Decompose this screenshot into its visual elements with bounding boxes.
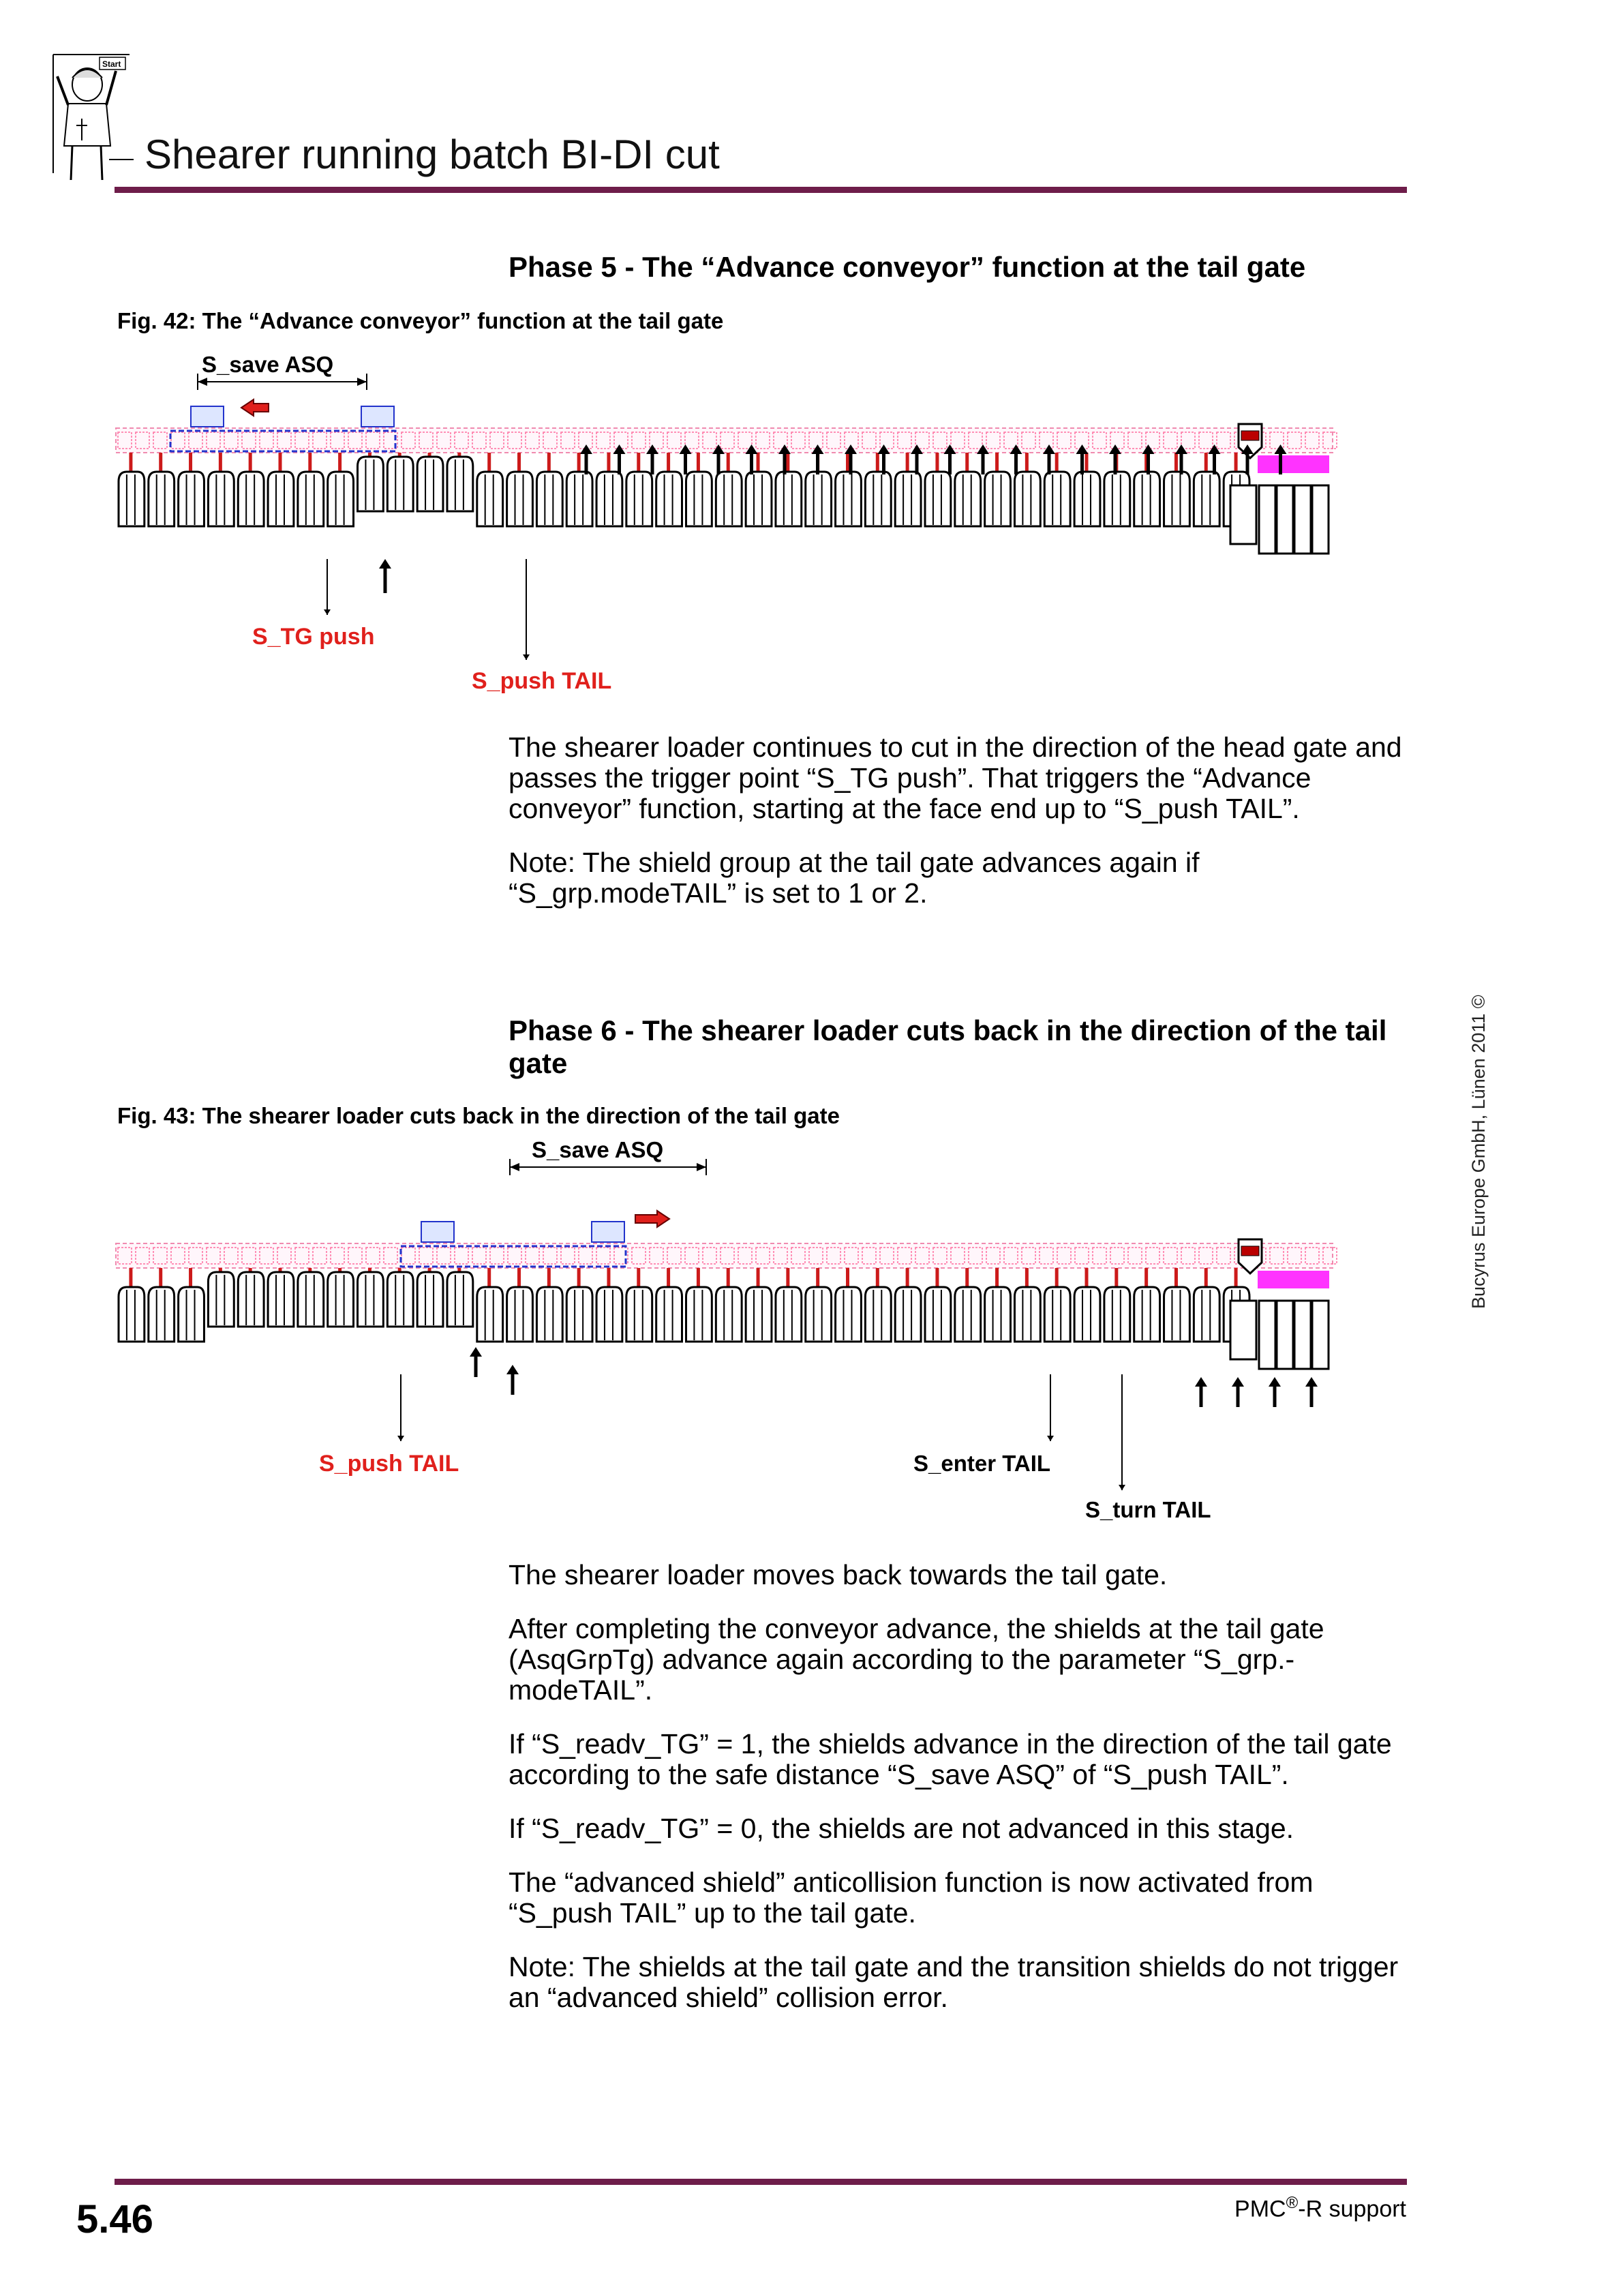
- svg-text:Start: Start: [102, 59, 121, 69]
- phase6-paragraph: After completing the conveyor advance, the shields at the tail gate (AsqGrpTg) advance again according to the parameter “S_grp.-modeTAIL”.: [509, 1613, 1324, 1706]
- page-title: Shearer running batch BI-DI cut: [145, 132, 720, 177]
- shield-unit: [1014, 472, 1040, 526]
- shield-unit: [955, 1287, 981, 1342]
- shield-unit: [179, 472, 204, 526]
- fig42-label-tg-push: S_TG push: [252, 624, 375, 650]
- shield-unit: [119, 472, 145, 526]
- direction-right-icon: [635, 1211, 669, 1227]
- shield-unit: [806, 472, 832, 526]
- phase6-paragraph: The shearer loader moves back towards the tail gate.: [509, 1559, 1168, 1590]
- shield-unit: [626, 472, 652, 526]
- footer-product: [1234, 2194, 1406, 2222]
- shield-unit: [656, 1287, 682, 1342]
- shield-unit: [1074, 472, 1100, 526]
- shield-unit: [387, 1272, 413, 1327]
- shearer-drum: [592, 1222, 624, 1242]
- tailgate-shield: [1277, 1301, 1293, 1369]
- shield-unit: [1074, 1287, 1100, 1342]
- shield-unit: [1194, 1287, 1219, 1342]
- shield-unit: [298, 472, 324, 526]
- fig43-label-turn-tail: S_turn TAIL: [1085, 1497, 1211, 1522]
- shield-unit: [1194, 472, 1219, 526]
- shield-unit: [596, 1287, 622, 1342]
- shield-unit: [865, 472, 891, 526]
- shield-unit: [1134, 1287, 1160, 1342]
- phase6-heading: Phase 6 - The shearer loader cuts back in the direction of the tail gate: [509, 1014, 1387, 1079]
- shield-unit: [536, 1287, 562, 1342]
- marker-arrowhead: [1047, 1436, 1054, 1441]
- advance-arrowhead: [379, 559, 391, 569]
- shield-unit: [328, 1272, 354, 1327]
- phase5-heading: Phase 5 - The “Advance conveyor” function at the tail gate: [509, 251, 1306, 283]
- phase6-paragraph: Note: The shields at the tail gate and the transition shields do not trigger an “advanced shield” collision error.: [509, 1951, 1399, 2013]
- transition-shield: [1230, 1301, 1256, 1359]
- phase6-paragraph: The “advanced shield” anticollision function is now activated from “S_push TAIL” up to the tail gate.: [509, 1867, 1314, 1929]
- shield-unit: [716, 1287, 742, 1342]
- phase5-paragraph: Note: The shield group at the tail gate advances again if “S_grp.modeTAIL” is set to 1 or 2.: [509, 847, 1200, 909]
- shield-unit: [298, 1272, 324, 1327]
- advance-arrowhead: [470, 1347, 482, 1357]
- shield-unit: [746, 472, 772, 526]
- fig43-diagram: [109, 1129, 1363, 1535]
- shield-unit: [716, 472, 742, 526]
- marker-arrowhead: [324, 609, 331, 615]
- footer-divider: [115, 2179, 1407, 2185]
- shield-unit: [238, 1272, 264, 1327]
- shield-unit: [626, 1287, 652, 1342]
- transition-shield: [1230, 485, 1256, 544]
- shield-unit: [596, 472, 622, 526]
- shield-unit: [776, 472, 802, 526]
- shield-unit: [536, 472, 562, 526]
- shield-unit: [1044, 472, 1070, 526]
- copyright-text: Bucyrus Europe GmbH, Lünen 2011: [1468, 1013, 1489, 1309]
- shield-unit: [268, 1272, 294, 1327]
- fig42-label-save-asq: S_save ASQ: [202, 352, 334, 377]
- page-number: 5.46: [76, 2197, 153, 2241]
- advance-arrowhead: [1305, 1377, 1318, 1387]
- shield-unit: [985, 472, 1011, 526]
- shield-unit: [985, 1287, 1011, 1342]
- shield-unit: [865, 1287, 891, 1342]
- shield-unit: [836, 1287, 862, 1342]
- shield-unit: [358, 1272, 384, 1327]
- shield-unit: [507, 1287, 533, 1342]
- shield-unit: [566, 1287, 592, 1342]
- footer-product-suffix: -R support: [1298, 2196, 1406, 2222]
- drive-head-detail: [1241, 1246, 1259, 1256]
- shield-unit: [836, 472, 862, 526]
- shield-unit: [925, 472, 951, 526]
- shield-unit: [358, 457, 384, 511]
- shield-unit: [746, 1287, 772, 1342]
- shield-unit: [238, 472, 264, 526]
- shield-unit: [686, 472, 712, 526]
- phase5-body: [509, 732, 1408, 932]
- shield-unit: [208, 1272, 234, 1327]
- shield-unit: [1164, 1287, 1190, 1342]
- shield-unit: [656, 472, 682, 526]
- shield-unit: [208, 472, 234, 526]
- drive-head-detail: [1241, 431, 1259, 440]
- shield-unit: [417, 457, 443, 511]
- shield-unit: [149, 472, 175, 526]
- shearer-drum: [361, 406, 394, 427]
- shield-unit: [1164, 472, 1190, 526]
- shield-unit: [1104, 1287, 1130, 1342]
- shield-unit: [895, 472, 921, 526]
- phase6-paragraph: If “S_readv_TG” = 1, the shields advance in the direction of the tail gate according to the safe distance “S_save ASQ” of “S_push TAIL”.: [509, 1728, 1392, 1790]
- fig43-label-save-asq: S_save ASQ: [532, 1137, 664, 1162]
- fig43-label-enter-tail: S_enter TAIL: [913, 1451, 1051, 1476]
- tailgate-shield: [1312, 1301, 1329, 1369]
- shearer-drum: [421, 1222, 454, 1242]
- shield-unit: [925, 1287, 951, 1342]
- shield-unit: [1014, 1287, 1040, 1342]
- shield-unit: [149, 1287, 175, 1342]
- tailgate-shield: [1259, 485, 1275, 554]
- footer-product-name: PMC: [1234, 2196, 1286, 2222]
- direction-left-icon: [241, 399, 269, 416]
- fig43-label-push-tail: S_push TAIL: [319, 1451, 459, 1477]
- shield-unit: [387, 457, 413, 511]
- shield-unit: [268, 472, 294, 526]
- fig43-caption: Fig. 43: The shearer loader cuts back in the direction of the tail gate: [117, 1103, 840, 1128]
- shield-unit: [895, 1287, 921, 1342]
- shield-unit: [566, 472, 592, 526]
- advance-arrowhead: [1232, 1377, 1244, 1387]
- shield-unit: [477, 1287, 503, 1342]
- tailgate-shield: [1277, 485, 1293, 554]
- fig42-diagram: [109, 348, 1363, 706]
- tailgate-shield: [1294, 485, 1311, 554]
- header-divider: [115, 187, 1407, 193]
- tailgate-bar: [1258, 455, 1329, 473]
- shield-unit: [806, 1287, 832, 1342]
- marker-arrowhead: [1119, 1485, 1125, 1490]
- shield-unit: [447, 1272, 473, 1327]
- phase5-paragraph: The shearer loader continues to cut in the direction of the head gate and passes the trigger point “S_TG push”. That triggers the “Advance conveyor” function, starting at the face end up to “S_push TAIL”.: [509, 731, 1402, 824]
- shield-unit: [1104, 472, 1130, 526]
- shield-unit: [1044, 1287, 1070, 1342]
- shearer-drum: [191, 406, 224, 427]
- shield-unit: [328, 472, 354, 526]
- tailgate-shield: [1312, 485, 1329, 554]
- shield-unit: [119, 1287, 145, 1342]
- advance-arrowhead: [506, 1365, 519, 1374]
- shield-unit: [447, 457, 473, 511]
- copyright-notice: Bucyrus Europe GmbH, Lünen 2011 ©: [1468, 995, 1489, 1309]
- shield-unit: [955, 472, 981, 526]
- tailgate-bar: [1258, 1271, 1329, 1288]
- fig42-caption: Fig. 42: The “Advance conveyor” function at the tail gate: [117, 308, 724, 333]
- shield-unit: [179, 1287, 204, 1342]
- advance-arrowhead: [1195, 1377, 1207, 1387]
- marker-arrowhead: [523, 654, 530, 660]
- tailgate-shield: [1259, 1301, 1275, 1369]
- registered-mark: ®: [1286, 2194, 1299, 2212]
- operator-start-icon: [48, 50, 136, 190]
- shield-unit: [686, 1287, 712, 1342]
- marker-arrowhead: [397, 1436, 404, 1441]
- fig42-label-push-tail: S_push TAIL: [472, 668, 612, 694]
- advance-arrowhead: [1269, 1377, 1281, 1387]
- shield-unit: [477, 472, 503, 526]
- shield-unit: [776, 1287, 802, 1342]
- phase6-paragraph: If “S_readv_TG” = 0, the shields are not advanced in this stage.: [509, 1813, 1294, 1844]
- shield-unit: [507, 472, 533, 526]
- shield-unit: [417, 1272, 443, 1327]
- tailgate-shield: [1294, 1301, 1311, 1369]
- phase6-body: [509, 1560, 1408, 2036]
- shield-unit: [1134, 472, 1160, 526]
